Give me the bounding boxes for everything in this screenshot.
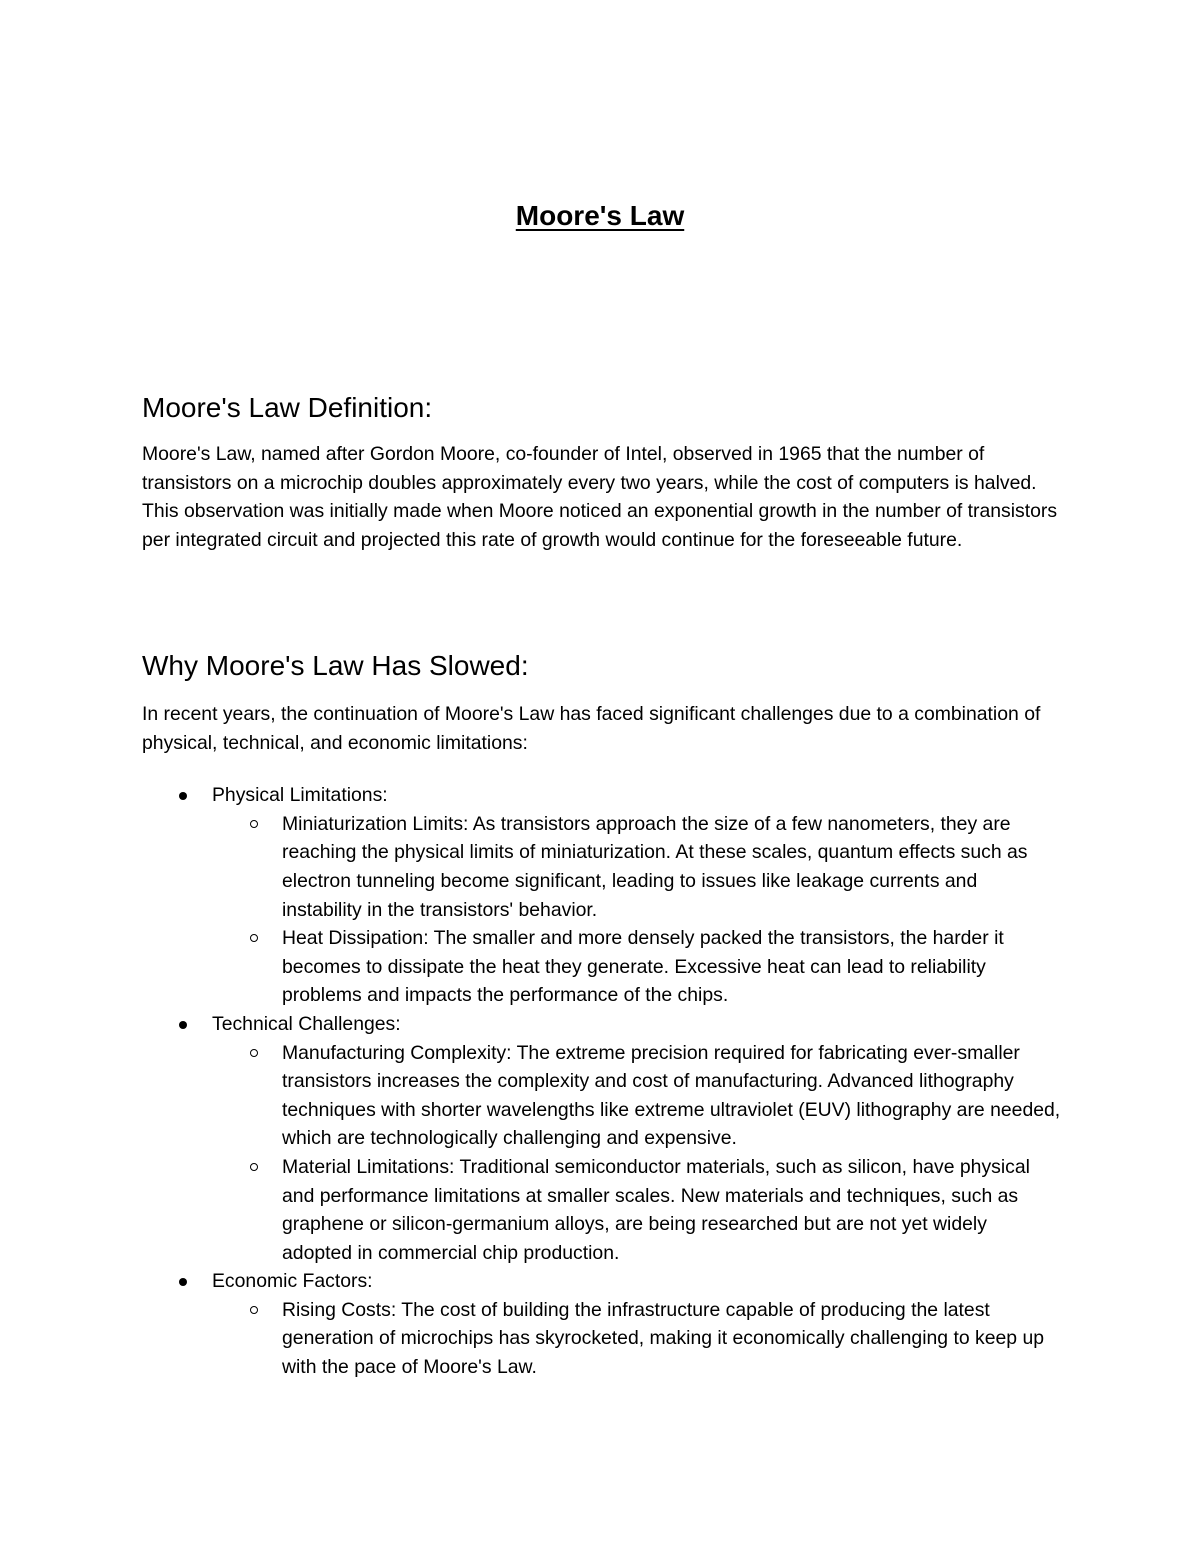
bullet-circle-icon <box>250 1049 258 1057</box>
section-definition <box>142 390 1062 554</box>
bullet-circle-icon <box>250 934 258 942</box>
sub-list <box>212 1039 1062 1268</box>
section-paragraph: Moore's Law, named after Gordon Moore, co-founder of Intel, observed in 1965 that the number of transistors on a microchip doubles approximately every two years, while the cost of computers is halved. This observation was initially made when Moore noticed an exponential growth in the number of transistors per integrated circuit and projected this rate of growth would continue for the foreseeable future. <box>142 443 1058 551</box>
list-item-label: Physical Limitations: <box>212 784 388 807</box>
sub-list-item <box>212 1039 1062 1153</box>
sub-list-item-text: Rising Costs: The cost of building the infrastructure capable of producing the latest generation of microchips has skyrocketed, making it economically challenging to keep up with the pace of Moore's Law. <box>282 1298 1045 1379</box>
sub-list-item-text: Manufacturing Complexity: The extreme precision required for fabricating ever-smaller transistors increases the complexity and cost of manufacturing. Advanced lithography techniques with shorter wavelengths like extreme ultraviolet (EUV) lithography are needed, which are technologically challenging and expensive. <box>282 1041 1061 1150</box>
section-heading: Why Moore's Law Has Slowed: <box>142 650 529 681</box>
section-why-slowed <box>142 648 1062 1382</box>
sub-list-item-text: Miniaturization Limits: As transistors approach the size of a few nanometers, they are reaching the physical limits of miniaturization. At these scales, quantum effects such as electron tunneling become significant, leading to issues like leakage currents and instability in the transistors' behavior. <box>282 812 1028 921</box>
bullet-circle-icon <box>250 1163 258 1171</box>
sub-list <box>212 1296 1062 1382</box>
page-title: Moore's Law <box>515 200 685 231</box>
sub-list-item-text: Material Limitations: Traditional semiconductor materials, such as silicon, have physical and performance limitations at smaller scales. New materials and techniques, such as graphene or silicon-germanium alloys, are being researched but are not yet widely adopted in commercial chip production. <box>282 1155 1030 1264</box>
sub-list-item-text: Heat Dissipation: The smaller and more densely packed the transistors, the harder it becomes to dissipate the heat they generate. Excessive heat can lead to reliability problems and impacts the performance of the chips. <box>282 927 1004 1007</box>
sub-list-item <box>212 924 1062 1010</box>
list-item <box>142 1010 1062 1267</box>
bullet-list <box>142 781 1062 1381</box>
sub-list <box>212 810 1062 1010</box>
bullet-circle-icon <box>250 1306 258 1314</box>
bullet-dot-icon <box>179 1021 187 1029</box>
section-heading: Moore's Law Definition: <box>142 392 433 423</box>
list-item <box>142 1267 1062 1381</box>
bullet-dot-icon <box>179 792 187 800</box>
bullet-dot-icon <box>179 1278 187 1286</box>
list-item <box>142 781 1062 1010</box>
list-item-label: Technical Challenges: <box>212 1012 401 1035</box>
sub-list-item <box>212 810 1062 924</box>
section-paragraph: In recent years, the continuation of Moore's Law has faced significant challenges due to a combination of physical, technical, and economic limitations: <box>142 703 1041 754</box>
list-item-label: Economic Factors: <box>212 1270 373 1293</box>
sub-list-item <box>212 1153 1062 1267</box>
bullet-circle-icon <box>250 820 258 828</box>
sub-list-item <box>212 1296 1062 1382</box>
